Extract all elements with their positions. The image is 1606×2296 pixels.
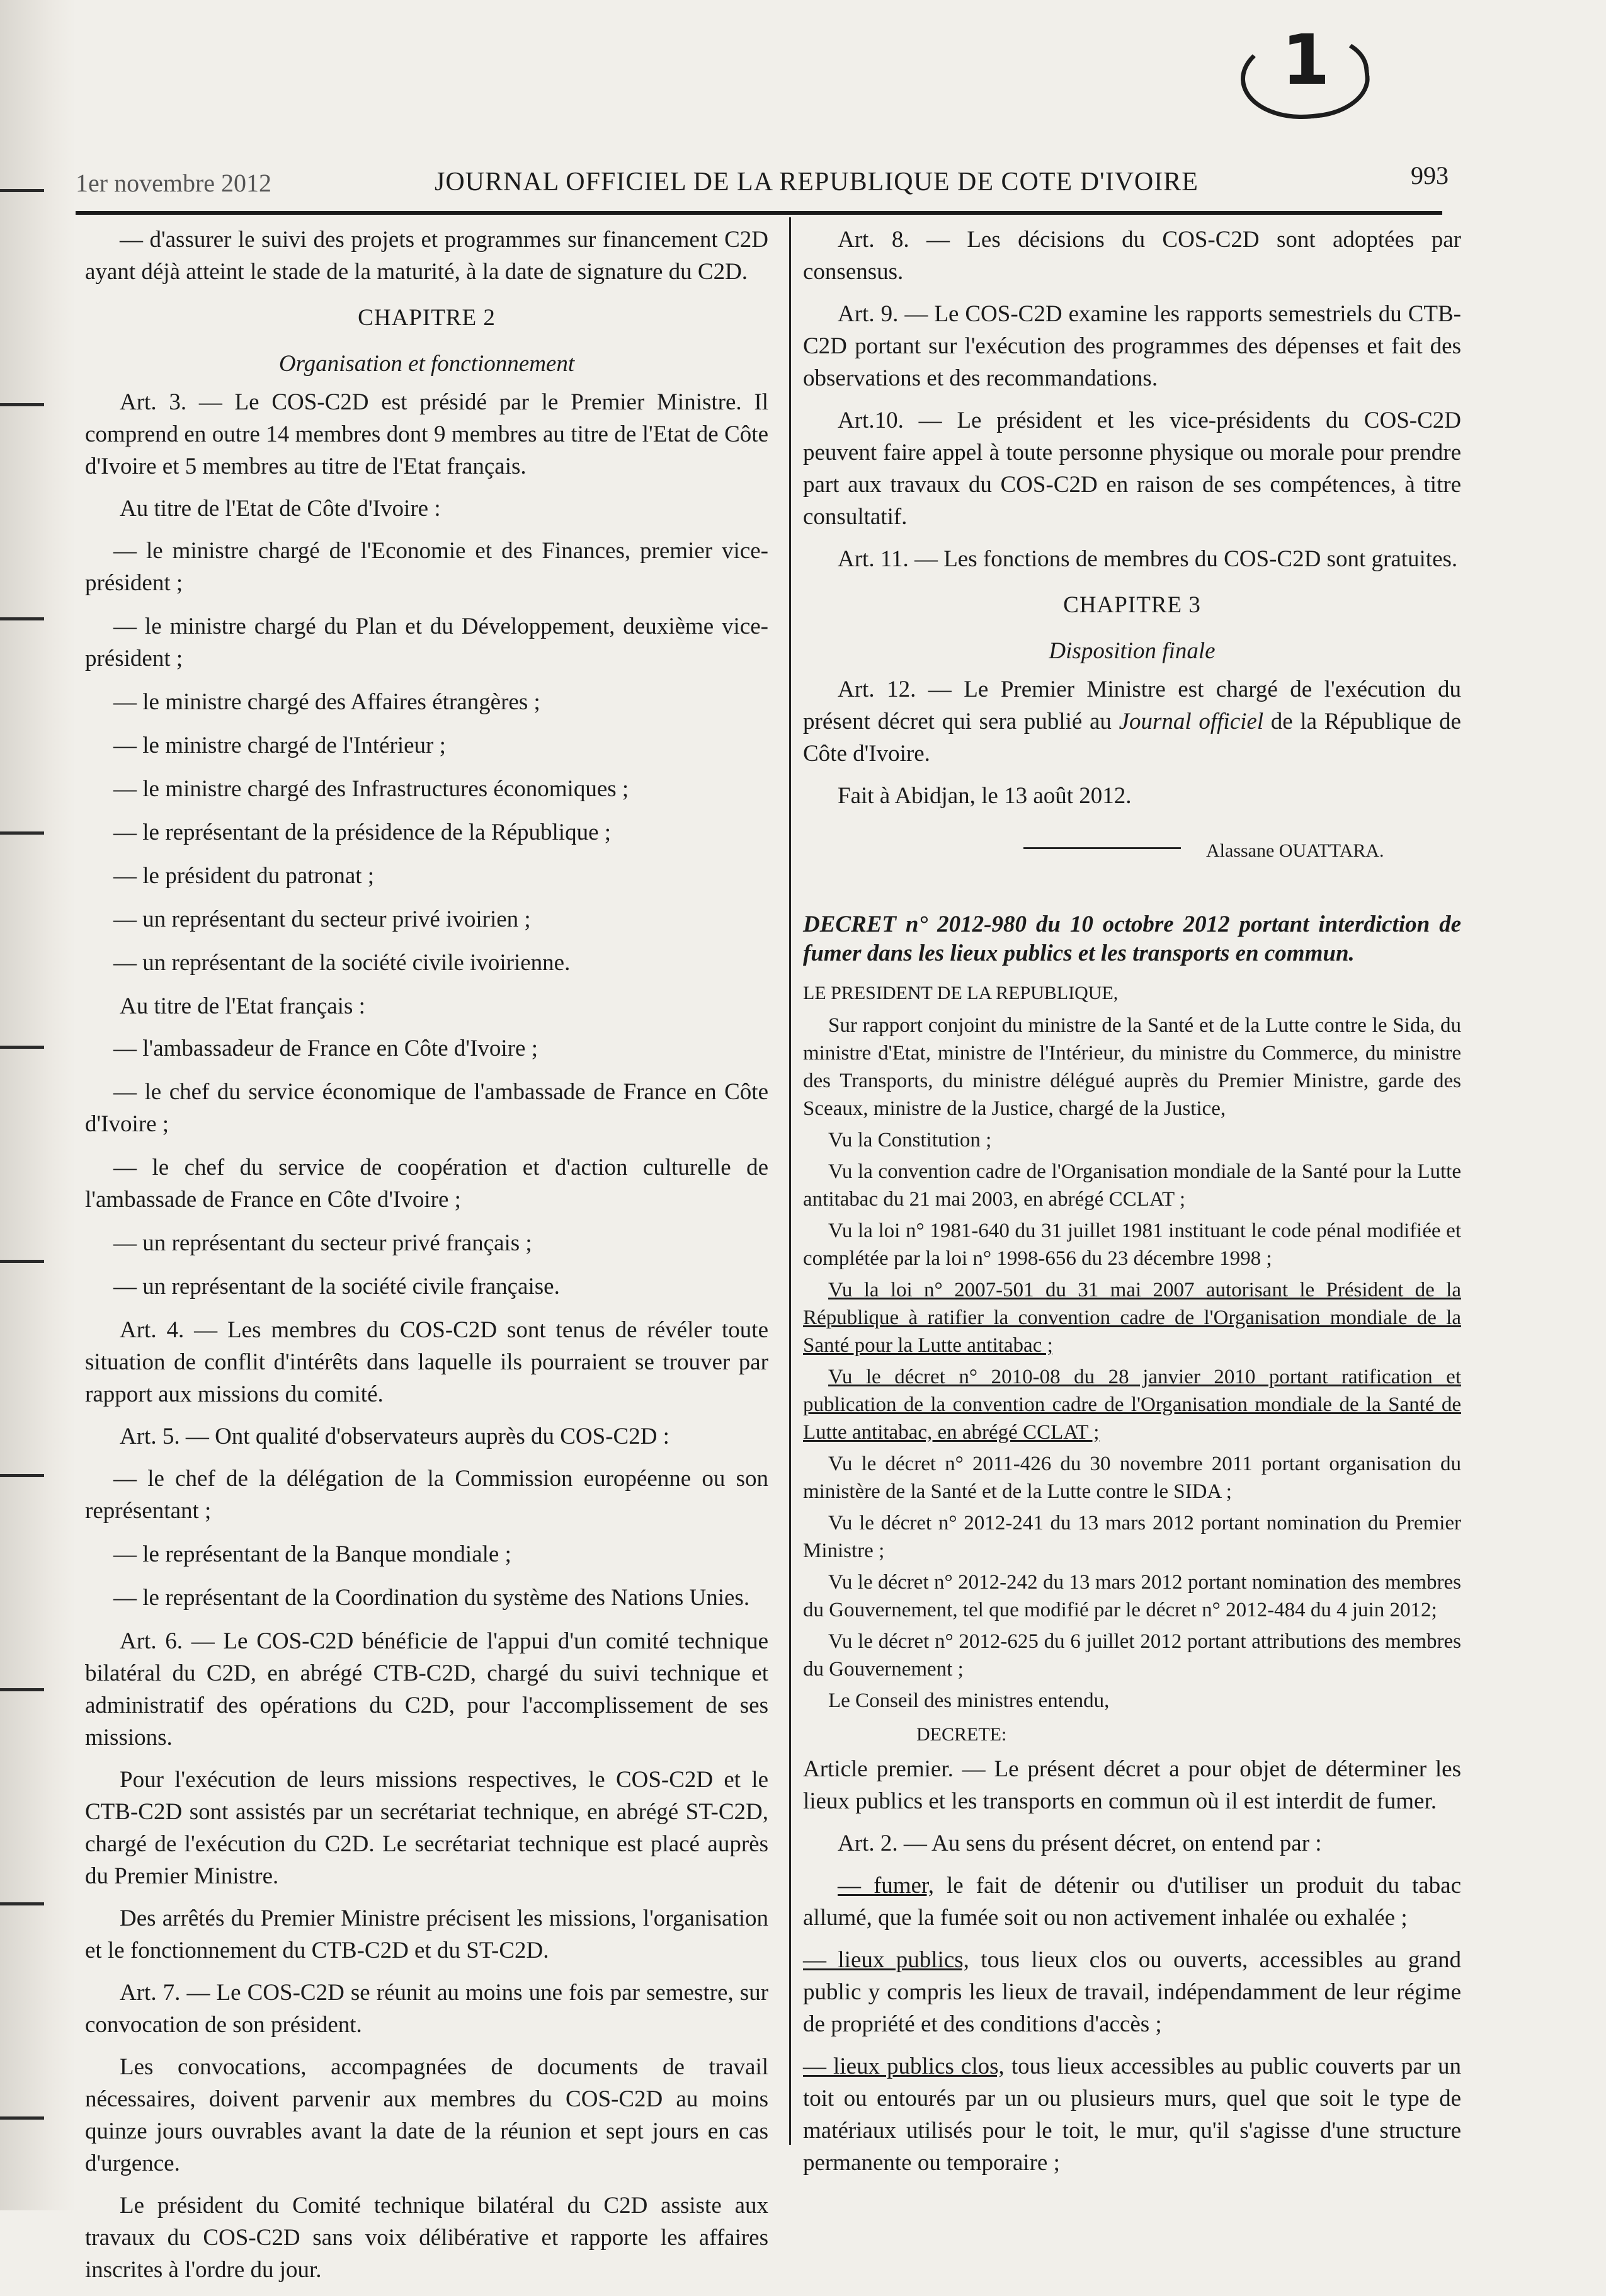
binding-mark	[0, 1260, 44, 1263]
binding-mark	[0, 2116, 44, 2120]
binding-mark	[0, 831, 44, 835]
done-at: Fait à Abidjan, le 13 août 2012.	[838, 783, 1132, 809]
fr-member: — l'ambassadeur de France en Côte d'Ivoire ;	[113, 1036, 538, 1061]
chapter2-subtitle: Organisation et fonctionnement	[278, 351, 575, 377]
vu-decret-241: Vu le décret n° 2012-241 du 13 mars 2012 portant nomination du Premier Ministre ;	[803, 1512, 1461, 1562]
article-10: Art.10. — Le président et les vice-présidents du COS-C2D peuvent faire appel à toute personne physique ou morale pour prendre part aux travaux du COS-C2D en raison de ses compétences, à titre consultatif.	[803, 408, 1461, 530]
ci-member: — le ministre chargé de l'Intérieur ;	[113, 733, 446, 758]
definition-fumer	[803, 1870, 1461, 1934]
ci-member: — le ministre chargé du Plan et du Développement, deuxième vice-président ;	[85, 614, 768, 671]
definition-term: — lieux publics,	[803, 1947, 969, 1973]
fr-member: — le chef du service économique de l'ambassade de France en Côte d'Ivoire ;	[85, 1079, 768, 1137]
ci-member: — un représentant de la société civile ivoirienne.	[113, 950, 571, 976]
binding-mark	[0, 189, 44, 192]
ci-member: — le ministre chargé de l'Economie et des Finances, premier vice-président ;	[85, 538, 768, 596]
fr-members-heading: Au titre de l'Etat français :	[120, 993, 365, 1019]
decrete-heading: DECRETE:	[916, 1724, 1007, 1745]
article-8: Art. 8. — Les décisions du COS-C2D sont adoptées par consensus.	[803, 227, 1461, 285]
vu-loi-1981: Vu la loi n° 1981-640 du 31 juillet 1981 instituant le code pénal modifiée et complétée par la loi n° 1998-656 du 23 décembre 1998 ;	[803, 1219, 1461, 1270]
definition-term: — lieux publics clos,	[803, 2053, 1005, 2079]
binding-mark	[0, 403, 44, 406]
article-2: Art. 2. — Au sens du présent décret, on entend par :	[838, 1831, 1322, 1856]
right-column	[803, 224, 1461, 2189]
article-7-para-2: Les convocations, accompagnées de documents de travail nécessaires, doivent parvenir aux membres du COS-C2D au moins quinze jours ouvrables avant la date de la réunion et sept jours en cas d'urgence.	[85, 2054, 768, 2176]
article-7-para-3: Le président du Comité technique bilatéral du C2D assiste aux travaux du COS-C2D sans voix délibérative et rapporte les affaires inscrites à l'ordre du jour.	[85, 2193, 768, 2283]
vu-decret-242: Vu le décret n° 2012-242 du 13 mars 2012 portant nomination des membres du Gouvernement, tel que modifié par le décret n° 2012-484 du 4 juin 2012;	[803, 1571, 1461, 1621]
definition-lieux-publics-clos	[803, 2050, 1461, 2179]
left-column	[85, 224, 768, 2296]
article-11: Art. 11. — Les fonctions de membres du COS-C2D sont gratuites.	[838, 546, 1458, 572]
journal-title: JOURNAL OFFICIEL DE LA REPUBLIQUE DE COTE D'IVOIRE	[435, 168, 1199, 197]
ci-member: — le ministre chargé des Infrastructures économiques ;	[113, 776, 629, 802]
article-12-text: Art. 12. — Le Premier Ministre est chargé de l'exécution du présent décret qui sera publié au	[803, 677, 1461, 734]
article-1: Article premier. — Le présent décret a pour objet de déterminer les lieux publics et les transports en commun où il est interdit de fumer.	[803, 1756, 1461, 1814]
binding-mark	[0, 1046, 44, 1049]
vu-convention: Vu la convention cadre de l'Organisation mondiale de la Santé pour la Lutte antitabac du 21 mai 2003, en abrégé CCLAT ;	[803, 1160, 1461, 1211]
ci-member: — un représentant du secteur privé ivoirien ;	[113, 906, 531, 932]
report-clause: Sur rapport conjoint du ministre de la Santé et de la Lutte contre le Sida, du ministre d'Etat, ministre de l'Intérieur, du ministre du Commerce, du ministre des Transports, du ministre délégué auprès du Premier Ministre, garde des Sceaux, ministre de la Justice, chargé de la Justice,	[803, 1014, 1461, 1120]
vu-decret-2010: Vu le décret n° 2010-08 du 28 janvier 2010 portant ratification et publication de la convention cadre de l'Organisation mondiale de la Santé de Lutte antitabac, en abrégé CCLAT ;	[803, 1366, 1461, 1444]
fr-member: — un représentant de la société civile française.	[113, 1274, 560, 1299]
ci-members-heading: Au titre de l'Etat de Côte d'Ivoire :	[120, 496, 441, 522]
column-separator	[789, 217, 791, 2145]
article-12	[803, 673, 1461, 770]
intro-item: — d'assurer le suivi des projets et programmes sur financement C2D ayant déjà atteint le stade de la maturité, à la date de signature du C2D.	[85, 227, 768, 285]
binding-mark	[0, 617, 44, 620]
definition-text: le fait de détenir ou d'utiliser un produit du tabac allumé, que la fumée soit ou non activement inhalée ou exhalée ;	[803, 1873, 1461, 1931]
vu-constitution: Vu la Constitution ;	[828, 1129, 992, 1151]
ci-member: — le représentant de la présidence de la République ;	[113, 820, 612, 845]
article-4: Art. 4. — Les membres du COS-C2D sont tenus de révéler toute situation de conflit d'intérêts dans laquelle ils pourraient se trouver par rapport aux missions du comité.	[85, 1317, 768, 1407]
handwritten-page-number: 1	[1282, 20, 1330, 100]
signature-line	[1023, 847, 1181, 849]
article-7: Art. 7. — Le COS-C2D se réunit au moins une fois par semestre, sur convocation de son président.	[85, 1980, 768, 2038]
article-3: Art. 3. — Le COS-C2D est présidé par le Premier Ministre. Il comprend en outre 14 membres dont 9 membres au titre de l'Etat de Côte d'Ivoire et 5 membres au titre de l'Etat français.	[85, 389, 768, 479]
definition-term: — fumer,	[838, 1873, 935, 1899]
article-6-para-3: Des arrêtés du Premier Ministre précisent les missions, l'organisation et le fonctionnement du CTB-C2D et du ST-C2D.	[85, 1905, 768, 1963]
vu-loi-2007: Vu la loi n° 2007-501 du 31 mai 2007 autorisant le Président de la République à ratifier la convention cadre de l'Organisation mondiale de la Santé pour la Lutte antitabac ;	[803, 1279, 1461, 1357]
fr-member: — le chef du service de coopération et d'action culturelle de l'ambassade de France en Côte d'Ivoire ;	[85, 1155, 768, 1213]
definition-text: tous lieux clos ou ouverts, accessibles au grand public y compris les lieux de travail, indépendamment de leur régime de propriété et des conditions d'accès ;	[803, 1947, 1461, 2037]
decree-title: DECRET n° 2012-980 du 10 octobre 2012 portant interdiction de fumer dans les lieux publics et les transports en commun.	[803, 911, 1461, 966]
observer: — le chef de la délégation de la Commission européenne ou son représentant ;	[85, 1466, 768, 1524]
chapter3-title: CHAPITRE 3	[1063, 592, 1201, 618]
definition-text: tous lieux accessibles au public couverts par un toit ou entourés par un ou plusieurs murs, quel que soit le type de matériaux utilisés pour le toit, le mur, qu'il s'agisse d'une structure permanente ou temporaire ;	[803, 2053, 1462, 2176]
header-date: 1er novembre 2012	[76, 169, 272, 197]
page-header	[76, 154, 1449, 198]
article-9: Art. 9. — Le COS-C2D examine les rapports semestriels du CTB-C2D portant sur l'exécution des programmes des dépenses et fait des observations et des recommandations.	[803, 301, 1461, 391]
binding-mark	[0, 1474, 44, 1477]
binding-mark	[0, 1902, 44, 1905]
ci-member: — le président du patronat ;	[113, 863, 375, 889]
council-clause: Le Conseil des ministres entendu,	[828, 1689, 1110, 1712]
signature-name: Alassane OUATTARA.	[1206, 840, 1384, 861]
fr-member: — un représentant du secteur privé français ;	[113, 1230, 532, 1256]
definition-lieux-publics	[803, 1944, 1461, 2040]
ci-member: — le ministre chargé des Affaires étrangères ;	[113, 689, 540, 715]
vu-decret-625: Vu le décret n° 2012-625 du 6 juillet 2012 portant attributions des membres du Gouvernement ;	[803, 1630, 1461, 1681]
vu-decret-2011: Vu le décret n° 2011-426 du 30 novembre 2011 portant organisation du ministère de la Santé et de la Lutte contre le SIDA ;	[803, 1453, 1461, 1503]
observer: — le représentant de la Coordination du système des Nations Unies.	[113, 1585, 750, 1611]
chapter3-subtitle: Disposition finale	[1049, 638, 1216, 664]
binding-edge	[0, 0, 76, 2210]
article-6-para-2: Pour l'exécution de leurs missions respectives, le COS-C2D et le CTB-C2D sont assistés par un secrétariat technique, en abrégé ST-C2D, chargé de l'exécution du C2D. Le secrétariat technique est placé auprès du Premier Ministre.	[85, 1767, 768, 1889]
chapter2-title: CHAPITRE 2	[358, 305, 496, 331]
observer: — le représentant de la Banque mondiale ;	[113, 1541, 511, 1567]
signature-block	[803, 822, 1461, 879]
article-5: Art. 5. — Ont qualité d'observateurs auprès du COS-C2D :	[120, 1424, 669, 1449]
journal-name: Journal officiel	[1119, 709, 1264, 734]
article-6: Art. 6. — Le COS-C2D bénéficie de l'appui d'un comité technique bilatéral du C2D, en abrégé CTB-C2D, chargé du suivi technique et administratif des opérations du C2D, pour l'accomplissement de ses missions.	[85, 1628, 768, 1751]
president-heading: LE PRESIDENT DE LA REPUBLIQUE,	[803, 983, 1119, 1003]
page-number: 993	[1411, 161, 1449, 190]
article-12-text-end: de la République de Côte d'Ivoire.	[803, 709, 1461, 767]
binding-mark	[0, 1688, 44, 1691]
header-rule	[76, 211, 1442, 215]
